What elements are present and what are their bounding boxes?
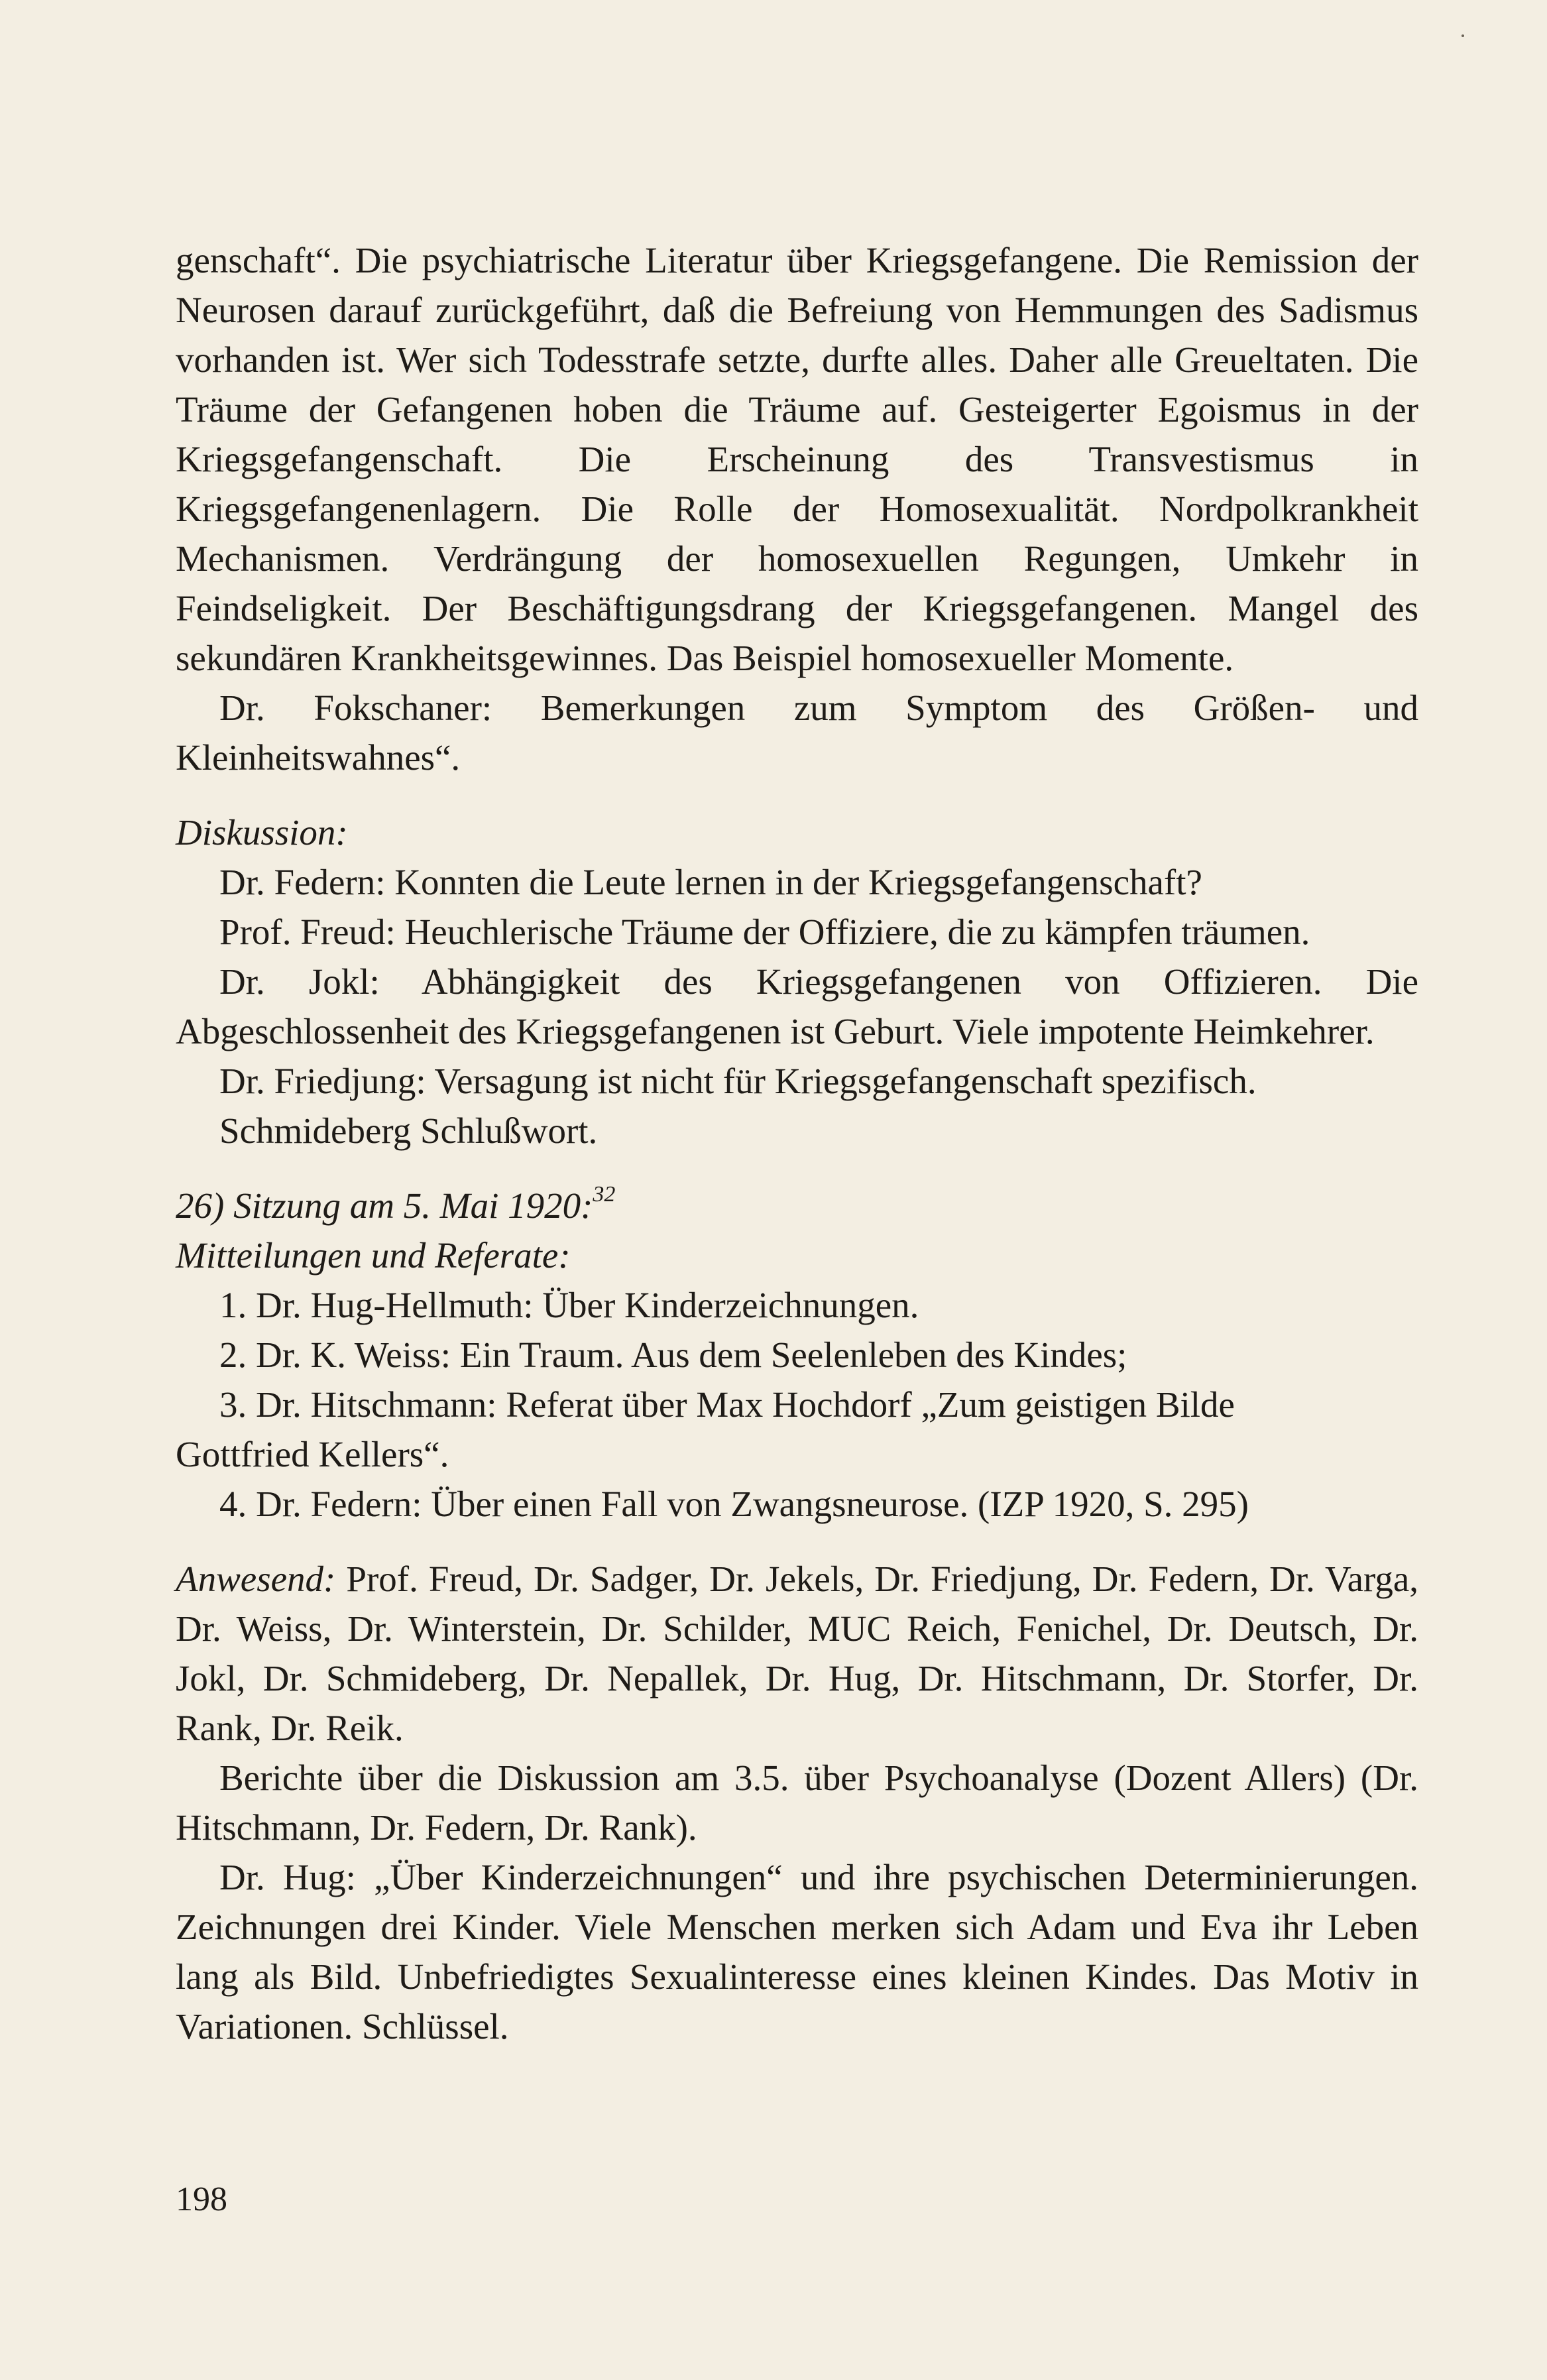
- spacer: [176, 782, 1418, 807]
- paragraph-kriegsgefangene: genschaft“. Die psychiatrische Literatur über Kriegsgefangene. Die Remission der Neurosen darauf zurückgeführt, daß die Befreiung von Hemmungen des Sadismus vorhanden ist. Wer sich Todesstrafe setzte, durfte alles. Daher alle Greueltaten. Die Träume der Gefangenen hoben die Träume auf. Gesteigerter Egoismus in der Kriegsgefangenschaft. Die Erscheinung des Transvestismus in Kriegsgefangenenlagern. Die Rolle der Homosexualität. Nordpolkrankheit Mechanismen. Verdrängung der homosexuellen Regungen, Umkehr in Feindseligkeit. Der Beschäftigungsdrang der Kriegsgefangenen. Mangel des sekundären Krankheitsgewinnes. Das Beispiel homosexueller Momente.: [176, 240, 1418, 678]
- attendance-paragraph: [176, 1554, 1418, 1753]
- attendance-list: Prof. Freud, Dr. Sadger, Dr. Jekels, Dr. Friedjung, Dr. Federn, Dr. Varga, Dr. Weiss, Dr. Winterstein, Dr. Schilder, MUC Reich, Fenichel, Dr. Deutsch, Dr. Jokl, Dr. Schmideberg, Dr. Nepallek, Dr. Hug, Dr. Hitschmann, Dr. Storfer, Dr. Rank, Dr. Reik.: [176, 1559, 1418, 1748]
- discussion-federn: Dr. Federn: Konnten die Leute lernen in der Kriegsgefangenschaft?: [219, 862, 1202, 902]
- session-heading: [176, 1181, 1418, 1230]
- page-body: [176, 235, 1418, 2051]
- discussion-friedjung: Dr. Friedjung: Versagung ist nicht für Kriegsgefangenschaft spezifisch.: [219, 1061, 1257, 1101]
- reports-heading: Mitteilungen und Referate:: [176, 1235, 571, 1276]
- discussion-jokl: Dr. Jokl: Abhängigkeit des Kriegsgefangenen von Offizieren. Die Abgeschlossenheit des Kriegsgefangenen ist Geburt. Viele impotente Heimkehrer.: [176, 961, 1418, 1051]
- discussion-heading: Diskussion:: [176, 812, 348, 853]
- report-item-3-continued: Gottfried Kellers“.: [176, 1434, 449, 1474]
- footnote-marker: 32: [593, 1181, 616, 1207]
- discussion-schlusswort: Schmideberg Schlußwort.: [219, 1110, 598, 1151]
- report-item-2: 2. Dr. K. Weiss: Ein Traum. Aus dem Seelenleben des Kindes;: [219, 1335, 1127, 1375]
- paragraph-fokschaner: Dr. Fokschaner: Bemerkungen zum Symptom des Größen- und Kleinheitswahnes“.: [176, 687, 1418, 778]
- session-heading-text: 26) Sitzung am 5. Mai 1920:: [176, 1185, 593, 1226]
- reports-list: [176, 1280, 1418, 1529]
- report-item-4: 4. Dr. Federn: Über einen Fall von Zwangsneurose. (IZP 1920, S. 295): [219, 1484, 1249, 1524]
- page-number: 198: [176, 2180, 227, 2218]
- page-speck: [1461, 34, 1464, 37]
- report-item-3: 3. Dr. Hitschmann: Referat über Max Hochdorf „Zum geistigen Bilde: [219, 1384, 1235, 1425]
- paragraph-hug: Dr. Hug: „Über Kinderzeichnungen“ und ihre psychischen Determinierungen. Zeichnungen drei Kinder. Viele Menschen merken sich Adam und Eva ihr Leben lang als Bild. Unbefriedigtes Sexualinteresse eines kleinen Kindes. Das Motiv in Variationen. Schlüssel.: [176, 1857, 1418, 2047]
- attendance-label: Anwesend:: [176, 1559, 336, 1599]
- paragraph-berichte: Berichte über die Diskussion am 3.5. über Psychoanalyse (Dozent Allers) (Dr. Hitschmann, Dr. Federn, Dr. Rank).: [176, 1757, 1418, 1848]
- report-item-1: 1. Dr. Hug-Hellmuth: Über Kinderzeichnungen.: [219, 1285, 919, 1325]
- discussion-freud: Prof. Freud: Heuchlerische Träume der Offiziere, die zu kämpfen träumen.: [219, 912, 1310, 952]
- spacer: [176, 1156, 1418, 1181]
- spacer: [176, 1529, 1418, 1554]
